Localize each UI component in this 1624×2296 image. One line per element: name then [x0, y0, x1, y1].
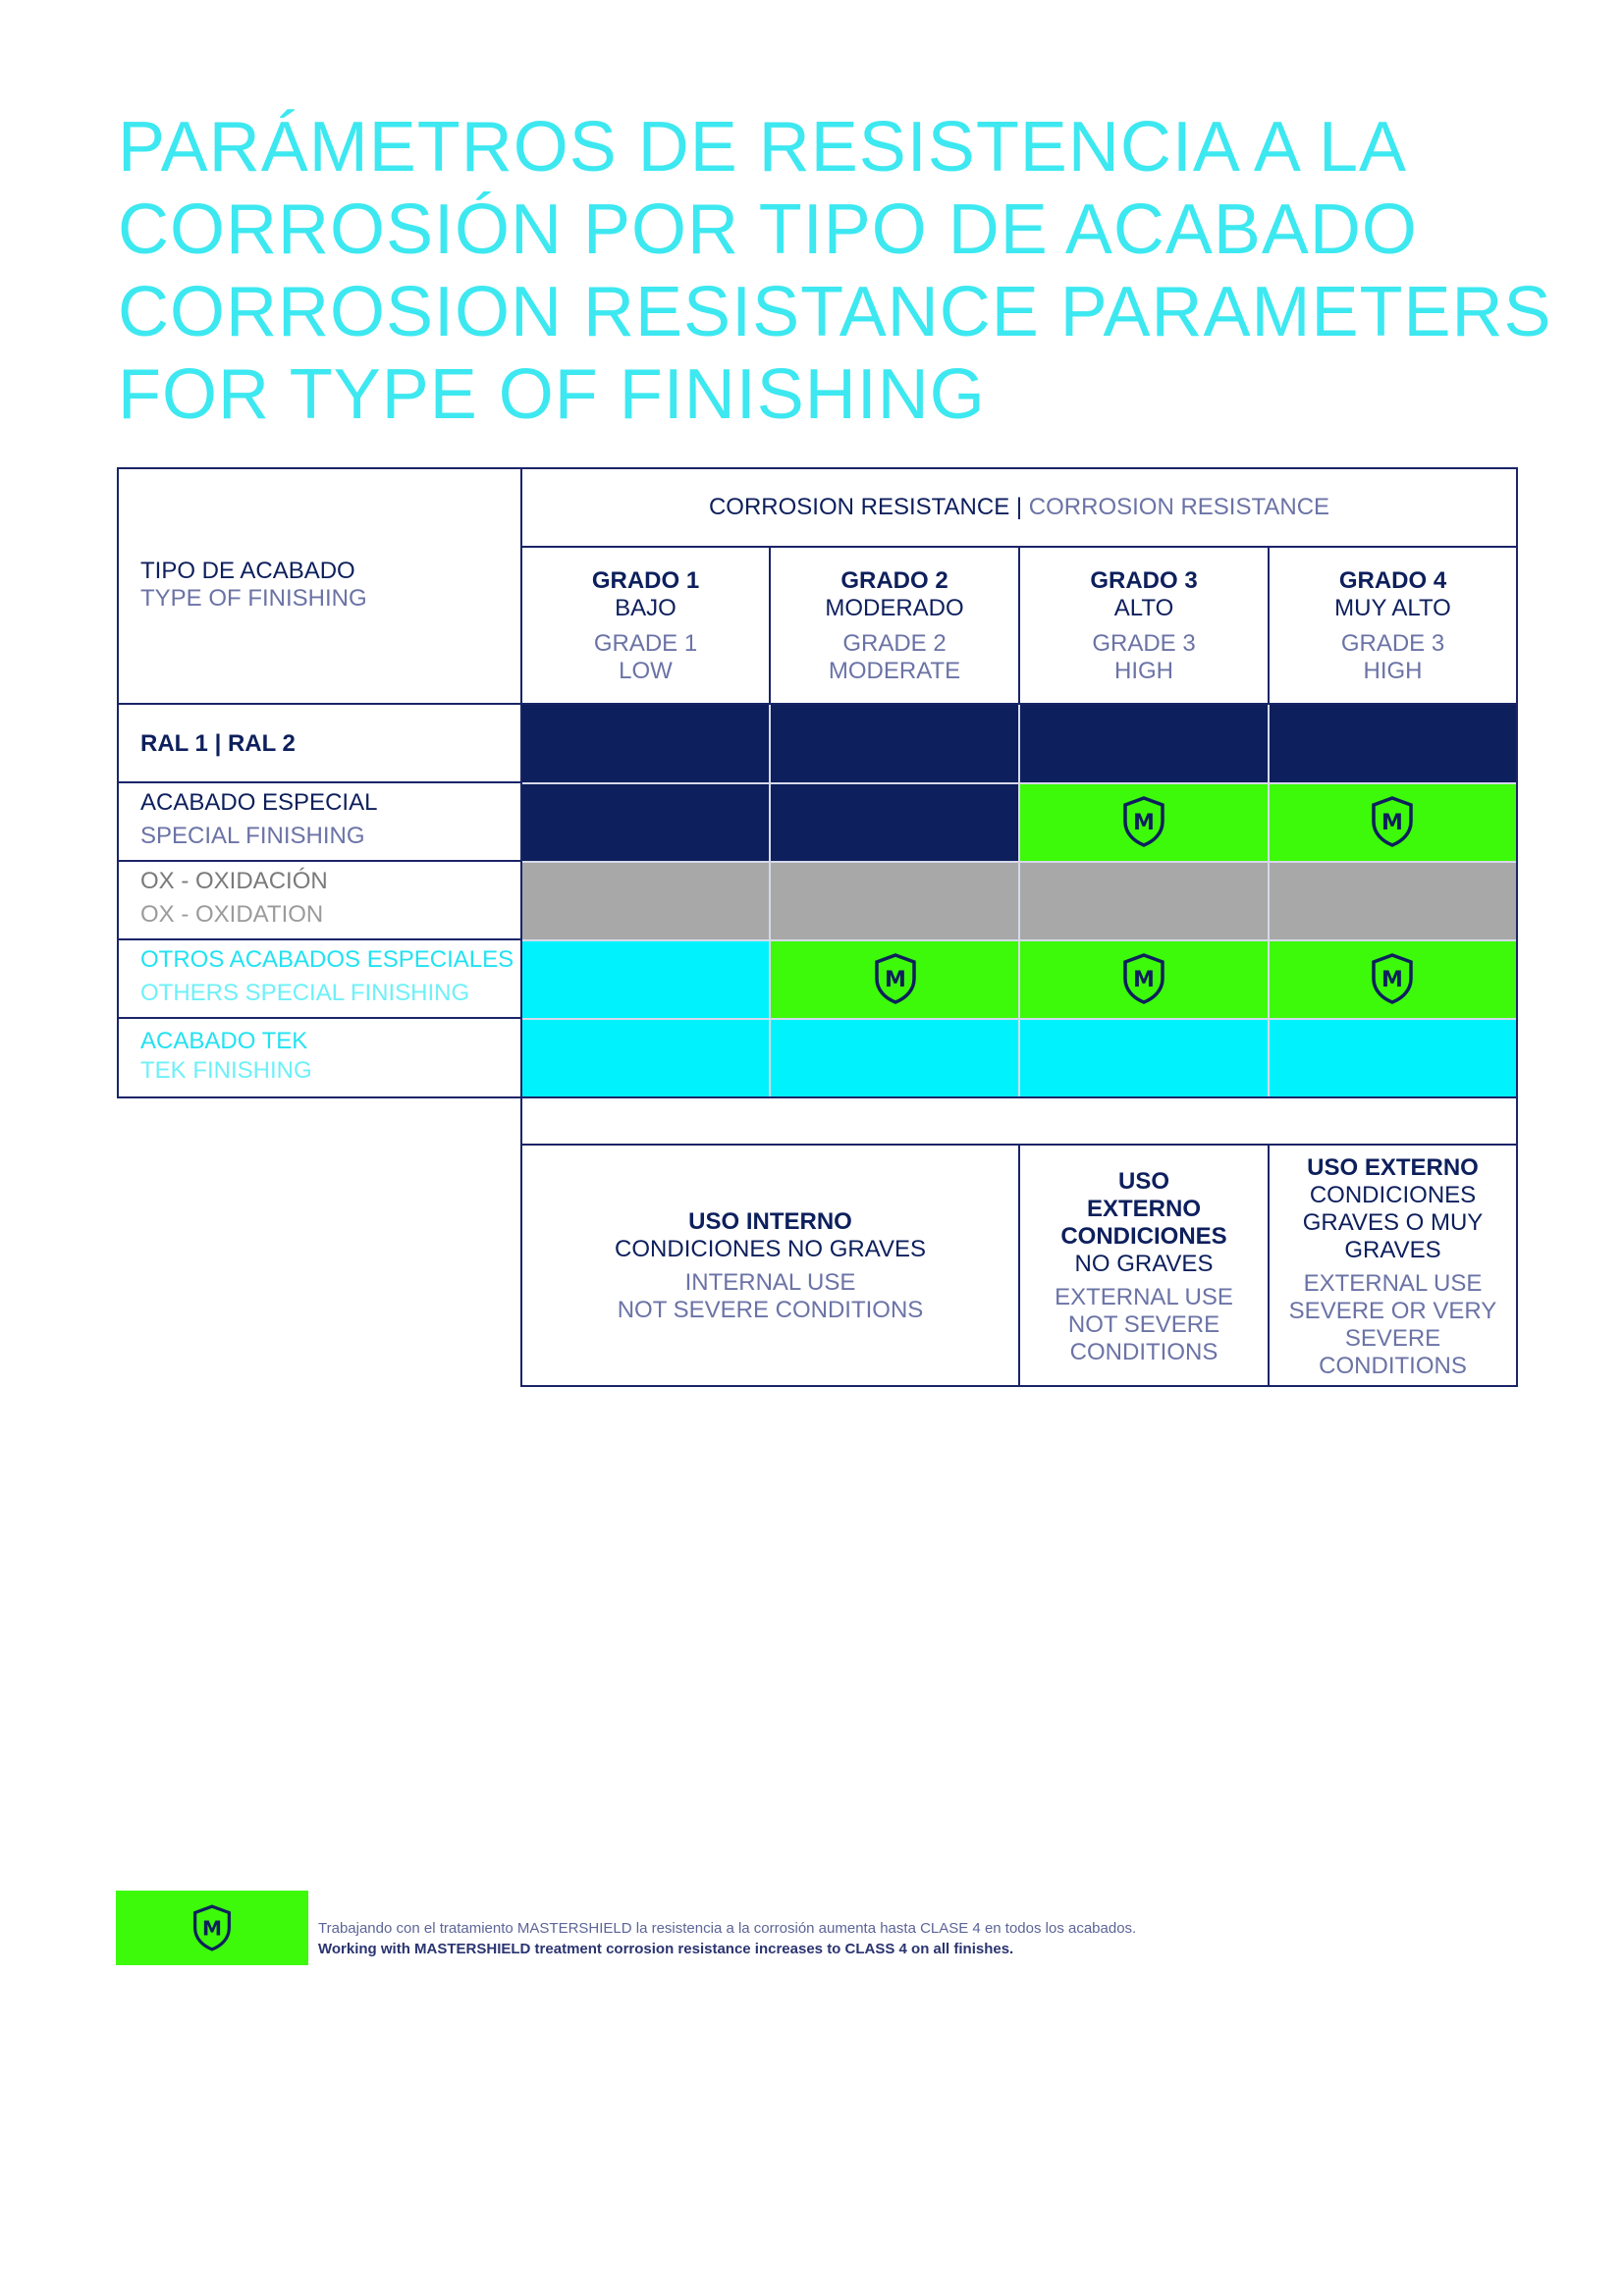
super-header-en: CORROSION RESISTANCE: [1028, 494, 1330, 520]
table-border: [117, 860, 521, 862]
grid-cell-tek-g3: [1019, 1019, 1269, 1097]
usage-en-desc: SEVERE OR VERY: [1288, 1298, 1497, 1324]
grade-en-level: HIGH: [1363, 658, 1423, 684]
usage-es-desc: NO GRAVES: [1074, 1251, 1214, 1277]
grade-es-title: GRADO 4: [1338, 567, 1447, 594]
grid-cell-ox-g4: [1269, 862, 1517, 940]
grade-header-4: [1269, 567, 1517, 685]
grade-en-title: GRADE 2: [842, 630, 947, 657]
row-label-es: OX - OXIDACIÓN: [140, 868, 328, 894]
row-label-ox: [140, 865, 328, 932]
grade-es-level: MUY ALTO: [1334, 595, 1451, 621]
grade-es-level: MODERADO: [825, 595, 964, 621]
grid-cell-ral-g4: [1269, 705, 1517, 783]
grade-en-level: LOW: [619, 658, 673, 684]
grid-cell-especial-g2: [770, 783, 1019, 862]
row-label-en: OX - OXIDATION: [140, 901, 324, 928]
usage-es-desc: CONDICIONES: [1309, 1182, 1477, 1208]
grid-cell-ox-g3: [1019, 862, 1269, 940]
grade-en-title: GRADE 3: [1340, 630, 1445, 657]
corner-header: [140, 558, 367, 613]
mastershield-icon: [1370, 953, 1415, 1006]
usage-en-desc: NOT SEVERE CONDITIONS: [617, 1297, 924, 1323]
grade-es-level: BAJO: [615, 595, 677, 621]
table-border: [117, 938, 521, 940]
super-header: [521, 494, 1517, 521]
grid-cell-especial-g1: [521, 783, 770, 862]
row-label-especial: [140, 786, 377, 853]
row-label-es: ACABADO TEK: [140, 1028, 308, 1054]
table-border: [520, 1385, 1518, 1387]
shield-letter: M: [1381, 811, 1403, 835]
grid-cell-ral-g2: [770, 705, 1019, 783]
grade-header-3: [1019, 567, 1269, 685]
mastershield-icon: [1121, 796, 1166, 849]
grid-cell-ral-g1: [521, 705, 770, 783]
cell-divider: [1018, 705, 1020, 1097]
title-es-line1: PARÁMETROS DE RESISTENCIA A LA: [118, 108, 1408, 187]
usage-es-desc: CONDICIONES NO GRAVES: [615, 1236, 926, 1262]
shield-letter: M: [1381, 968, 1403, 992]
shield-letter: M: [1133, 968, 1155, 992]
cell-divider: [521, 782, 1517, 784]
grade-es-title: GRADO 2: [840, 567, 948, 594]
usage-es-title: USO INTERNO: [688, 1208, 852, 1235]
shield-letter: M: [885, 968, 906, 992]
mastershield-icon: [191, 1904, 233, 1951]
title-en-line1: CORROSION RESISTANCE PARAMETERS: [118, 273, 1552, 351]
grid-cell-ox-g1: [521, 862, 770, 940]
cell-divider: [1268, 705, 1270, 1097]
super-header-sep: |: [1015, 494, 1023, 520]
table-border: [117, 781, 521, 783]
table-border: [117, 1017, 521, 1019]
legend-swatch: [116, 1891, 308, 1965]
row-label-ral: RAL 1 | RAL 2: [140, 730, 296, 757]
grade-en-level: HIGH: [1114, 658, 1173, 684]
usage-en-title: EXTERNAL USE: [1055, 1284, 1233, 1310]
grade-es-title: GRADO 3: [1090, 567, 1198, 594]
title-es-line2: CORROSIÓN POR TIPO DE ACABADO: [118, 190, 1418, 269]
usage-en-desc: NOT SEVERE: [1067, 1311, 1220, 1338]
table-border: [117, 703, 1518, 705]
usage-external-mild: [1019, 1168, 1269, 1366]
table-border: [117, 1096, 1518, 1098]
usage-es-desc: GRAVES O MUY: [1302, 1209, 1484, 1236]
row-label-otros: [140, 943, 514, 1010]
row-label-en: OTHERS SPECIAL FINISHING: [140, 980, 470, 1006]
grade-header-1: [521, 567, 770, 685]
usage-es-desc: GRAVES: [1344, 1237, 1441, 1263]
footnote-en: Working with MASTERSHIELD treatment corrosion resistance increases to CLASS 4 on all finishes.: [318, 1941, 1014, 1957]
grade-es-level: ALTO: [1113, 595, 1174, 621]
grade-en-title: GRADE 1: [593, 630, 698, 657]
footnote-es: Trabajando con el tratamiento MASTERSHIELD la resistencia a la corrosión aumenta hasta CLASE 4 en todos los acabados.: [318, 1920, 1137, 1937]
mastershield-icon: [1121, 953, 1166, 1006]
row-label-es: ACABADO ESPECIAL: [140, 789, 378, 816]
grade-en-title: GRADE 3: [1092, 630, 1196, 657]
title-en-line2: FOR TYPE OF FINISHING: [118, 355, 986, 434]
corner-label-es: TIPO DE ACABADO: [140, 558, 355, 584]
page-title: [118, 106, 1552, 436]
grid-cell-otros-g1: [521, 940, 770, 1019]
grid-cell-tek-g2: [770, 1019, 1019, 1097]
cell-divider: [521, 939, 1517, 941]
usage-en-title: EXTERNAL USE: [1303, 1270, 1483, 1297]
row-label-es: OTROS ACABADOS ESPECIALES: [140, 946, 514, 973]
usage-es-title: USO EXTERNO: [1307, 1154, 1479, 1181]
super-header-es: CORROSION RESISTANCE: [708, 494, 1010, 520]
grade-header-2: [770, 567, 1019, 685]
grid-cell-ral-g3: [1019, 705, 1269, 783]
usage-en-title: INTERNAL USE: [684, 1269, 856, 1296]
usage-es-title: CONDICIONES: [1060, 1223, 1227, 1250]
cell-divider: [521, 1018, 1517, 1020]
cell-divider: [769, 705, 771, 1097]
mastershield-icon: [873, 953, 918, 1006]
cell-divider: [521, 861, 1517, 863]
usage-internal: [521, 1208, 1019, 1324]
shield-letter: M: [202, 1916, 222, 1941]
grade-es-title: GRADO 1: [591, 567, 700, 594]
usage-en-desc: CONDITIONS: [1069, 1339, 1218, 1365]
usage-es-title: EXTERNO: [1086, 1196, 1201, 1222]
grid-cell-ox-g2: [770, 862, 1019, 940]
corner-label-en: TYPE OF FINISHING: [140, 585, 367, 612]
grid-cell-tek-g1: [521, 1019, 770, 1097]
shield-letter: M: [1133, 811, 1155, 835]
row-label-en: TEK FINISHING: [140, 1057, 312, 1084]
table-border: [117, 467, 1518, 469]
grid-cell-tek-g4: [1269, 1019, 1517, 1097]
usage-en-desc: CONDITIONS: [1319, 1353, 1467, 1379]
usage-es-title: USO: [1117, 1168, 1169, 1195]
usage-en-desc: SEVERE: [1344, 1325, 1441, 1352]
mastershield-icon: [1370, 796, 1415, 849]
usage-external-severe: [1269, 1154, 1517, 1380]
row-label-tek: [140, 1027, 312, 1086]
grade-en-level: MODERATE: [828, 658, 961, 684]
row-label-en: SPECIAL FINISHING: [140, 823, 365, 849]
